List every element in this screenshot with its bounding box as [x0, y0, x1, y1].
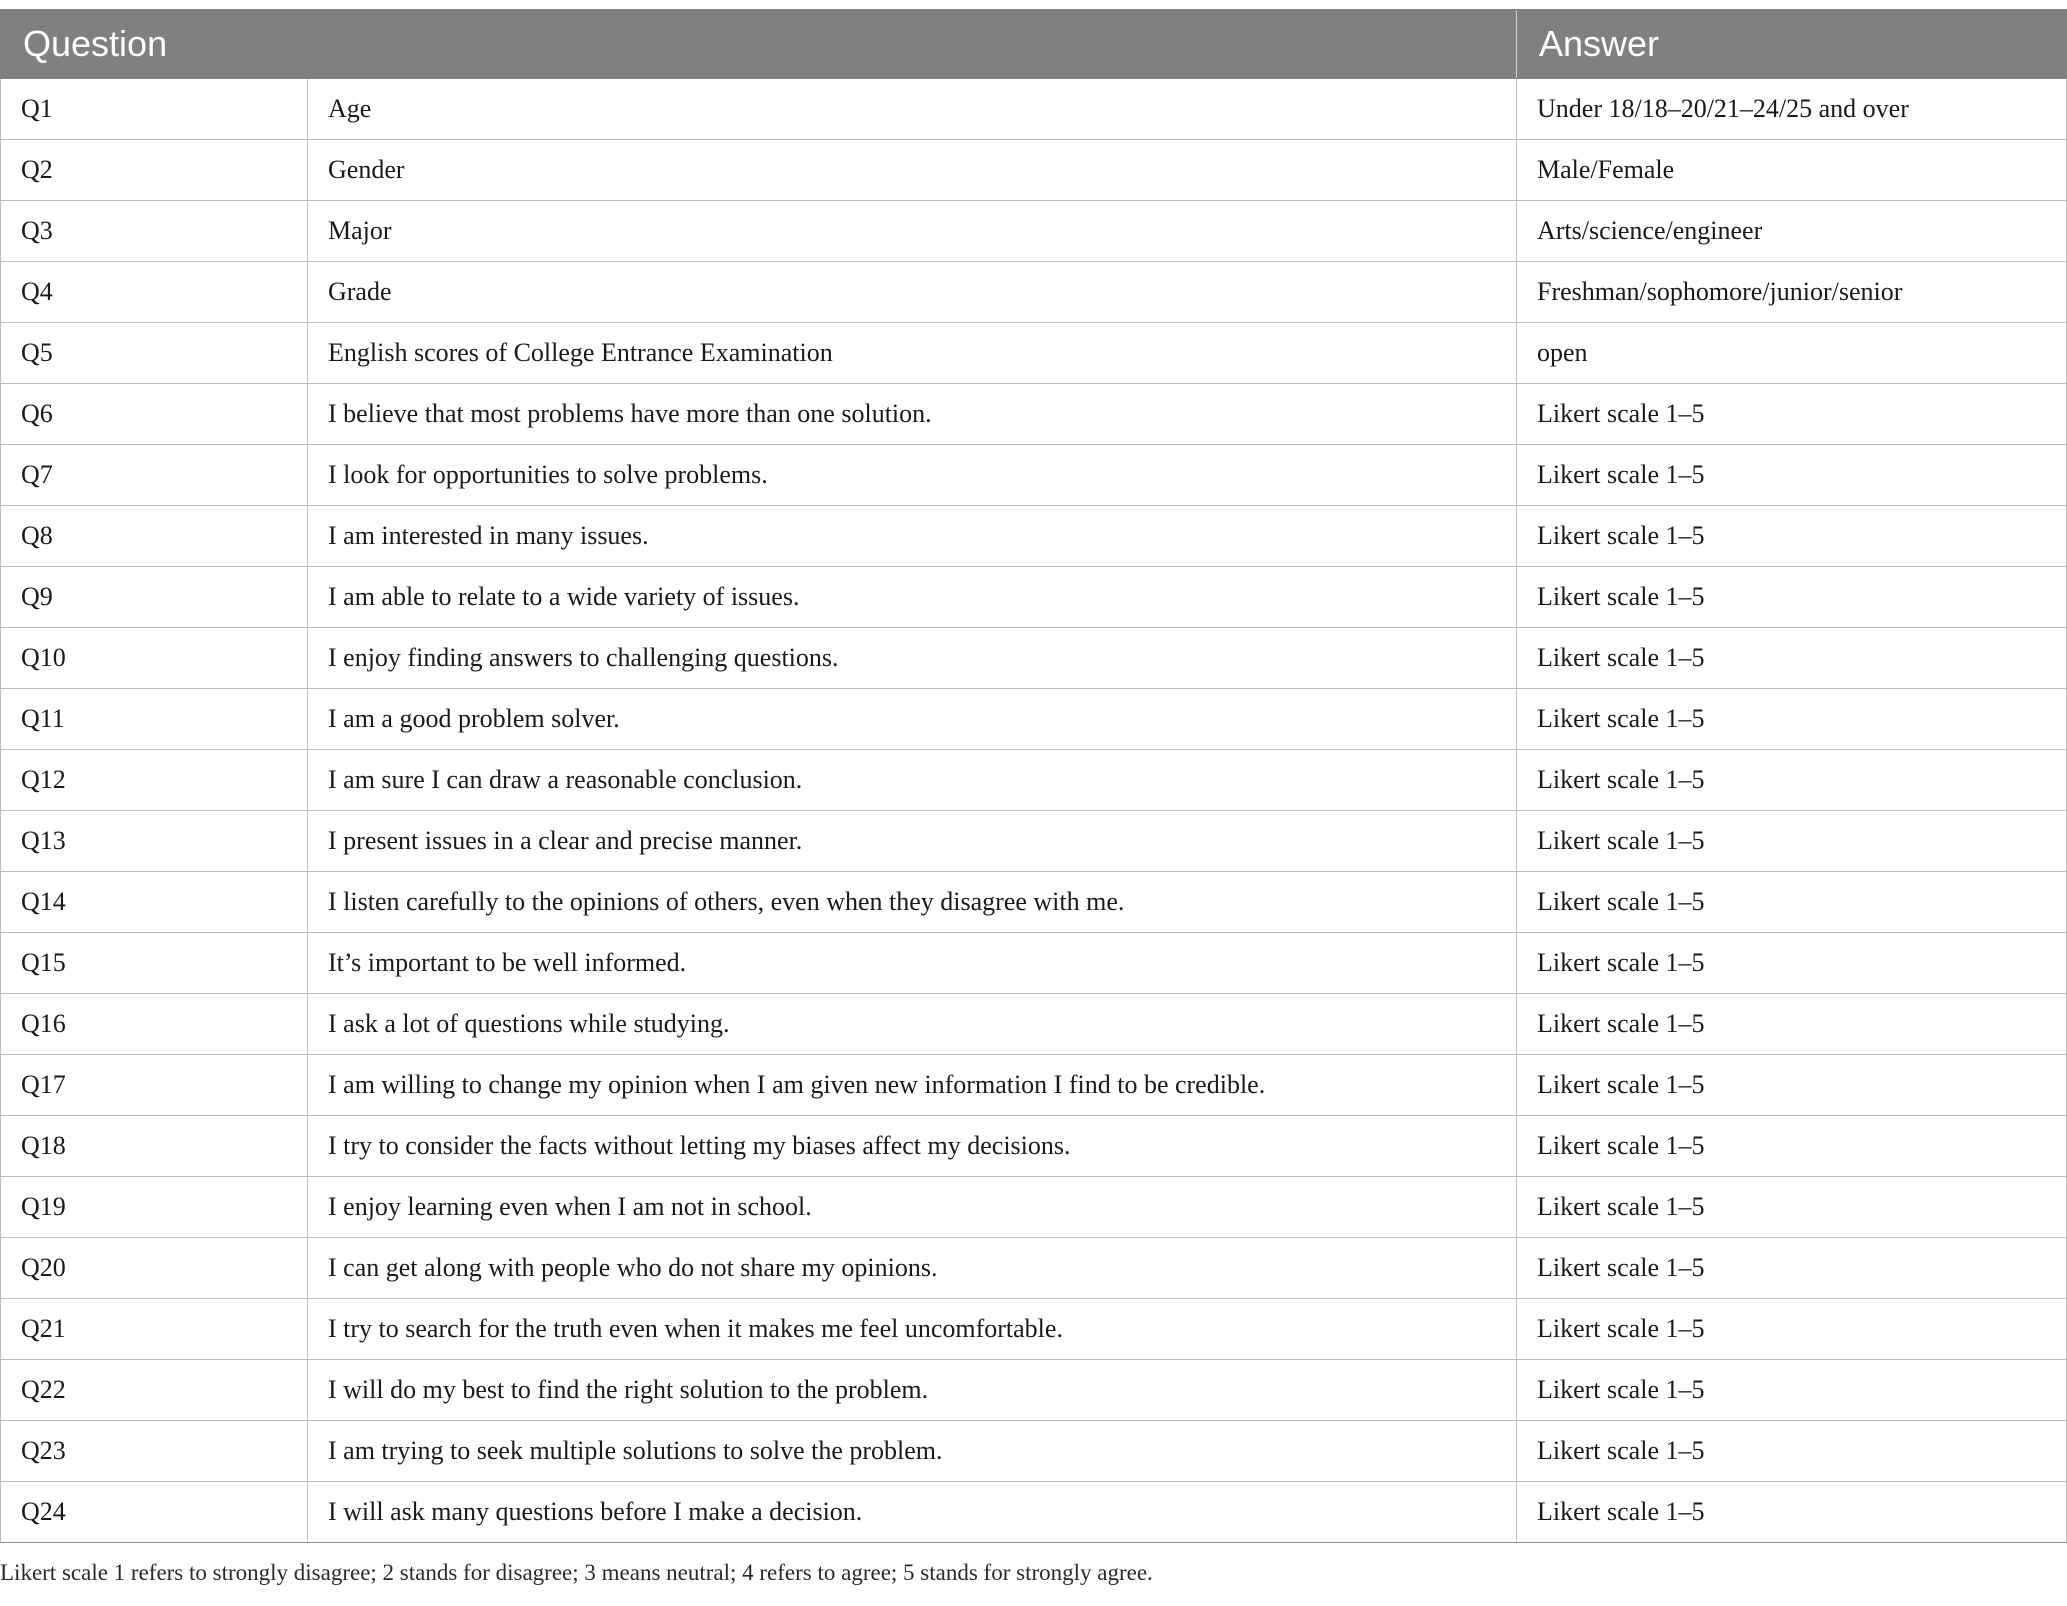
table-row [1, 567, 2067, 628]
table-row [1, 1177, 2067, 1238]
table-row [1, 1238, 2067, 1299]
question-id-cell: Q11 [1, 689, 308, 750]
question-text-cell: I ask a lot of questions while studying. [308, 994, 1517, 1055]
question-text-cell: I can get along with people who do not share my opinions. [308, 1238, 1517, 1299]
question-text-cell: I try to search for the truth even when it makes me feel uncomfortable. [308, 1299, 1517, 1360]
question-id-cell: Q18 [1, 1116, 308, 1177]
question-id-cell: Q8 [1, 506, 308, 567]
question-id-cell: Q4 [1, 262, 308, 323]
answer-cell: Likert scale 1–5 [1517, 872, 2067, 933]
answer-cell: Likert scale 1–5 [1517, 1360, 2067, 1421]
question-id-cell: Q1 [1, 79, 308, 140]
answer-cell: Likert scale 1–5 [1517, 445, 2067, 506]
question-id-cell: Q20 [1, 1238, 308, 1299]
question-id-cell: Q7 [1, 445, 308, 506]
table-row [1, 628, 2067, 689]
question-text-cell: Grade [308, 262, 1517, 323]
table-row [1, 79, 2067, 140]
table-row [1, 201, 2067, 262]
answer-cell: Likert scale 1–5 [1517, 384, 2067, 445]
answer-cell: Male/Female [1517, 140, 2067, 201]
table-row [1, 445, 2067, 506]
answer-cell: Likert scale 1–5 [1517, 1421, 2067, 1482]
answer-cell: Likert scale 1–5 [1517, 994, 2067, 1055]
question-text-cell: I enjoy learning even when I am not in school. [308, 1177, 1517, 1238]
table-row [1, 506, 2067, 567]
answer-cell: Arts/science/engineer [1517, 201, 2067, 262]
question-text-cell: I present issues in a clear and precise manner. [308, 811, 1517, 872]
answer-cell: Likert scale 1–5 [1517, 1238, 2067, 1299]
answer-cell: Likert scale 1–5 [1517, 1055, 2067, 1116]
question-text-cell: I am willing to change my opinion when I am given new information I find to be credible. [308, 1055, 1517, 1116]
answer-cell: Likert scale 1–5 [1517, 811, 2067, 872]
question-text-cell: I will do my best to find the right solution to the problem. [308, 1360, 1517, 1421]
question-id-cell: Q3 [1, 201, 308, 262]
question-text-cell: I look for opportunities to solve problems. [308, 445, 1517, 506]
question-id-cell: Q19 [1, 1177, 308, 1238]
answer-cell: Likert scale 1–5 [1517, 1177, 2067, 1238]
table-header [1, 10, 2067, 79]
answer-cell: Likert scale 1–5 [1517, 689, 2067, 750]
table-row [1, 1116, 2067, 1177]
answer-cell: Likert scale 1–5 [1517, 1299, 2067, 1360]
question-text-cell: It’s important to be well informed. [308, 933, 1517, 994]
question-id-cell: Q9 [1, 567, 308, 628]
question-id-cell: Q6 [1, 384, 308, 445]
table-row [1, 1360, 2067, 1421]
question-id-cell: Q12 [1, 750, 308, 811]
question-id-cell: Q2 [1, 140, 308, 201]
question-text-cell: Gender [308, 140, 1517, 201]
question-text-cell: Major [308, 201, 1517, 262]
table-row [1, 750, 2067, 811]
table-row [1, 689, 2067, 750]
answer-cell: open [1517, 323, 2067, 384]
table-footnote: Likert scale 1 refers to strongly disagree; 2 stands for disagree; 3 means neutral; 4 refers to agree; 5 stands for strongly agree. [0, 1560, 1153, 1585]
question-id-cell: Q24 [1, 1482, 308, 1543]
question-text-cell: I am interested in many issues. [308, 506, 1517, 567]
table-row [1, 872, 2067, 933]
table-row [1, 1482, 2067, 1543]
question-id-cell: Q10 [1, 628, 308, 689]
question-text-cell: I enjoy finding answers to challenging questions. [308, 628, 1517, 689]
question-text-cell: English scores of College Entrance Examination [308, 323, 1517, 384]
question-text-cell: I will ask many questions before I make a decision. [308, 1482, 1517, 1543]
answer-cell: Likert scale 1–5 [1517, 506, 2067, 567]
answer-cell: Freshman/sophomore/junior/senior [1517, 262, 2067, 323]
table-row [1, 140, 2067, 201]
table-row [1, 933, 2067, 994]
question-text-cell: I try to consider the facts without letting my biases affect my decisions. [308, 1116, 1517, 1177]
answer-cell: Likert scale 1–5 [1517, 1482, 2067, 1543]
table-row [1, 994, 2067, 1055]
question-id-cell: Q5 [1, 323, 308, 384]
header-answer: Answer [1517, 10, 2067, 79]
answer-cell: Likert scale 1–5 [1517, 628, 2067, 689]
table-row [1, 1299, 2067, 1360]
answer-cell: Likert scale 1–5 [1517, 933, 2067, 994]
questionnaire-table [0, 9, 2067, 1543]
answer-cell: Likert scale 1–5 [1517, 567, 2067, 628]
table-row [1, 811, 2067, 872]
question-text-cell: I am trying to seek multiple solutions to solve the problem. [308, 1421, 1517, 1482]
question-text-cell: Age [308, 79, 1517, 140]
answer-cell: Likert scale 1–5 [1517, 1116, 2067, 1177]
question-text-cell: I listen carefully to the opinions of others, even when they disagree with me. [308, 872, 1517, 933]
question-id-cell: Q22 [1, 1360, 308, 1421]
question-text-cell: I am sure I can draw a reasonable conclusion. [308, 750, 1517, 811]
table-row [1, 262, 2067, 323]
question-text-cell: I believe that most problems have more than one solution. [308, 384, 1517, 445]
question-id-cell: Q13 [1, 811, 308, 872]
question-text-cell: I am a good problem solver. [308, 689, 1517, 750]
table-body [1, 79, 2067, 1543]
header-question: Question [1, 10, 1517, 79]
question-id-cell: Q23 [1, 1421, 308, 1482]
question-id-cell: Q17 [1, 1055, 308, 1116]
table-row [1, 1055, 2067, 1116]
questionnaire-table-container [0, 9, 2067, 1543]
question-id-cell: Q21 [1, 1299, 308, 1360]
question-text-cell: I am able to relate to a wide variety of issues. [308, 567, 1517, 628]
table-row [1, 323, 2067, 384]
header-row [1, 10, 2067, 79]
question-id-cell: Q16 [1, 994, 308, 1055]
table-row [1, 384, 2067, 445]
answer-cell: Likert scale 1–5 [1517, 750, 2067, 811]
question-id-cell: Q14 [1, 872, 308, 933]
answer-cell: Under 18/18–20/21–24/25 and over [1517, 79, 2067, 140]
table-row [1, 1421, 2067, 1482]
question-id-cell: Q15 [1, 933, 308, 994]
